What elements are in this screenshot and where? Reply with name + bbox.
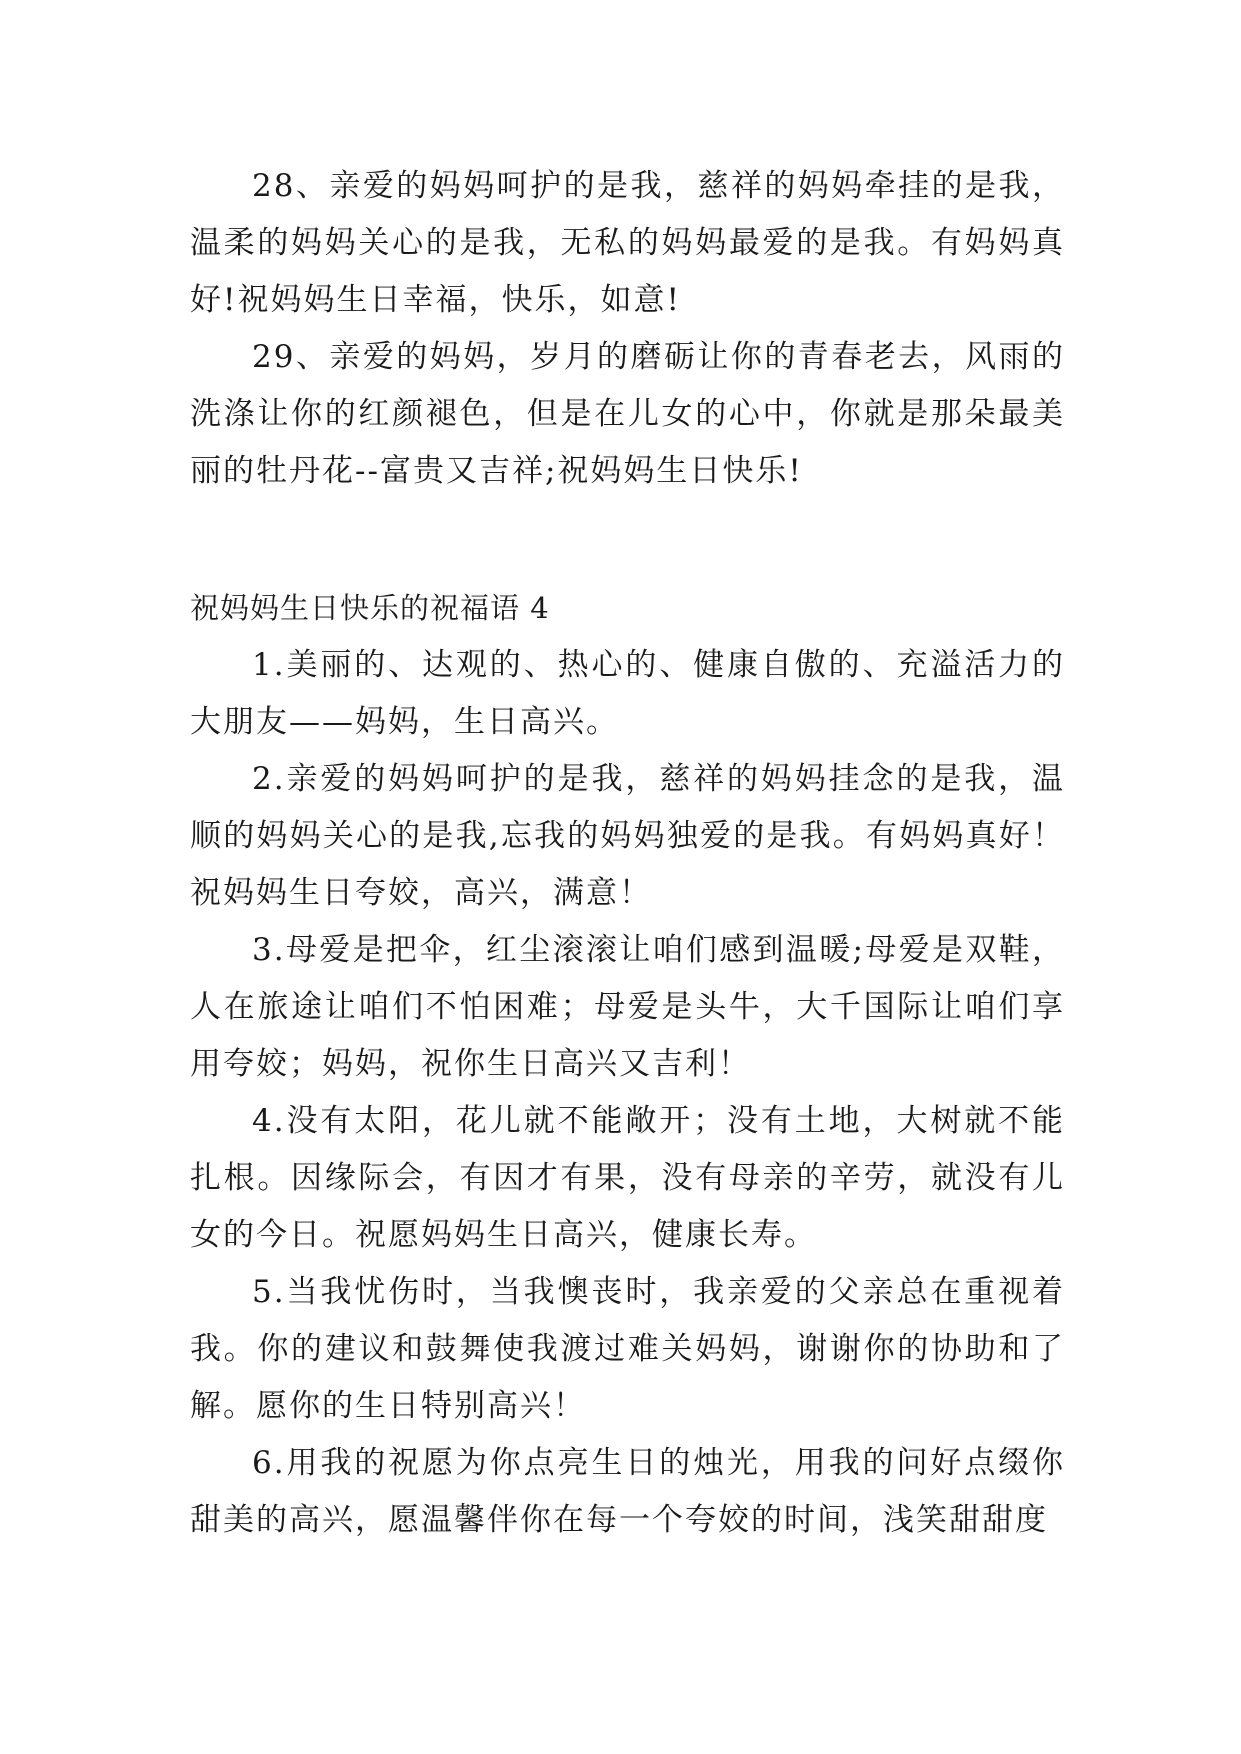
- paragraph-3: 3.母爱是把伞，红尘滚滚让咱们感到温暖;母爱是双鞋，人在旅途让咱们不怕困难；母爱是头牛，大千国际让咱们享用夸姣；妈妈，祝你生日高兴又吉利！: [190, 932, 1065, 1082]
- paragraph-4: 4.没有太阳，花儿就不能敞开；没有土地，大树就不能扎根。因缘际会，有因才有果，没有母亲的辛劳，就没有儿女的今日。祝愿妈妈生日高兴，健康长寿。: [190, 1103, 1065, 1253]
- paragraph-5: 5.当我忧伤时，当我懊丧时，我亲爱的父亲总在重视着我。你的建议和鼓舞使我渡过难关妈妈，谢谢你的协助和了解。愿你的生日特别高兴！: [190, 1274, 1065, 1424]
- paragraph-1: 1.美丽的、达观的、热心的、健康自傲的、充溢活力的大朋友——妈妈，生日高兴。: [190, 647, 1065, 740]
- paragraph-6: 6.用我的祝愿为你点亮生日的烛光，用我的问好点缀你甜美的高兴，愿温馨伴你在每一个夸姣的时间，浅笑甜甜度: [190, 1445, 1065, 1538]
- document-body: [190, 158, 1065, 1549]
- paragraph-29: 29、亲爱的妈妈，岁月的磨砺让你的青春老去，风雨的洗涤让你的红颜褪色，但是在儿女的心中，你就是那朵最美丽的牡丹花--富贵又吉祥;祝妈妈生日快乐!: [190, 339, 1065, 489]
- paragraph-2: 2.亲爱的妈妈呵护的是我，慈祥的妈妈挂念的是我，温顺的妈妈关心的是我,忘我的妈妈独爱的是我。有妈妈真好！祝妈妈生日夸姣，高兴，满意！: [190, 761, 1065, 911]
- section-heading: 祝妈妈生日快乐的祝福语 4: [190, 591, 550, 625]
- paragraph-28: 28、亲爱的妈妈呵护的是我，慈祥的妈妈牵挂的是我，温柔的妈妈关心的是我，无私的妈妈最爱的是我。有妈妈真好!祝妈妈生日幸福，快乐，如意!: [190, 168, 1065, 318]
